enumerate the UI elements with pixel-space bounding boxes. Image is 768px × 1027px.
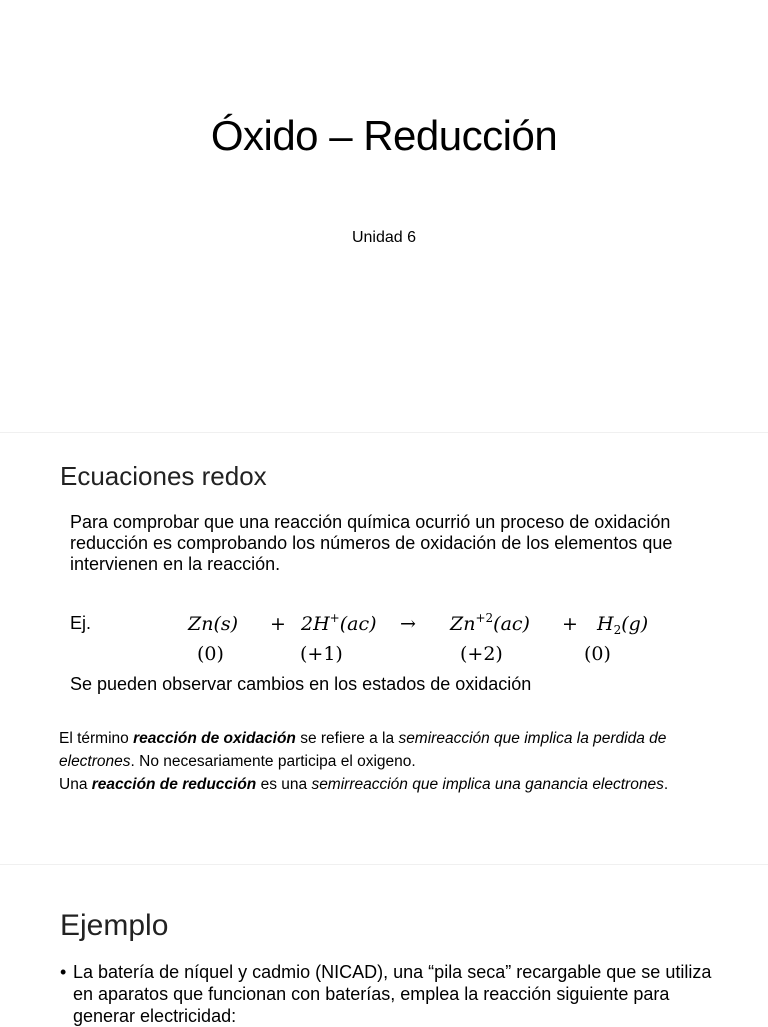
oxidation-state: (0): [197, 643, 224, 665]
hydrogen-gas: $H_2(g)$: [597, 613, 649, 637]
example-slide: [0, 864, 768, 1025]
bullet-item: [60, 961, 720, 1027]
example-label: Ej.: [70, 613, 92, 633]
bullet-icon: •: [60, 962, 67, 982]
section-title: Ecuaciones redox: [60, 461, 267, 491]
intro-paragraph: Para comprobar que una reacción química ocurrió un proceso de oxidación reducción es comprobando los números de oxidación de los elementos que intervienen en la reacción.: [70, 512, 673, 574]
reduction-definition: Una reacción de reducción es una semirreacción que implica una ganancia electrones.: [59, 776, 669, 793]
bullet-text: La batería de níquel y cadmio (NICAD), una “pila seca” recargable que se utiliza en aparatos que funcionan con baterías, emplea la reacción siguiente para generar electricidad:: [73, 962, 712, 1026]
observation-text: Se pueden observar cambios en los estados de oxidación: [70, 674, 532, 694]
hydrogen-ion: 2H+(ac): [301, 611, 377, 635]
oxidation-definition: El término reacción de oxidación se refiere a la semireacción que implica la perdida de electrones. No necesariamente participa el oxigeno.: [59, 730, 667, 770]
oxidation-state: (+1): [300, 643, 343, 665]
section-title: Ejemplo: [60, 909, 169, 942]
title-slide: [0, 0, 768, 432]
oxidation-state: (0): [584, 643, 611, 665]
plus-sign: +: [270, 613, 286, 635]
zn-reactant: Zn(s): [188, 613, 239, 635]
zn-ion-product: $Zn^{+2}(ac)$: [450, 611, 530, 635]
reaction-arrow: →: [400, 613, 416, 635]
redox-equations-slide: [0, 432, 768, 865]
oxidation-state: (+2): [460, 643, 503, 665]
page-title: Óxido – Reducción: [210, 112, 558, 159]
subtitle: Unidad 6: [351, 229, 417, 246]
plus-sign: +: [562, 613, 578, 635]
